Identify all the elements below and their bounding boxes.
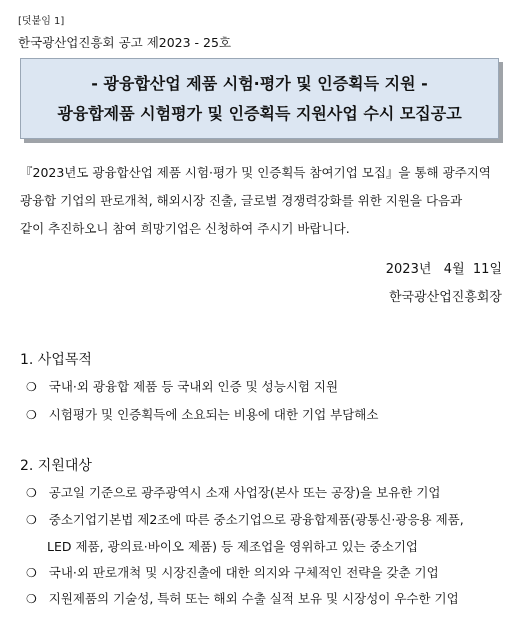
list-item-text: 중소기업기본법 제2조에 따른 중소기업으로 광융합제품(광통신·광응용 제품, (48, 512, 464, 527)
list-item-text: 국내·외 광융합 제품 등 국내외 인증 및 성능시험 지원 (48, 379, 339, 394)
list-item-text: 공고일 기준으로 광주광역시 소재 사업장(본사 또는 공장)을 보유한 기업 (48, 485, 441, 500)
list-item-text: 지원제품의 기술성, 특허 또는 해외 수출 실적 보유 및 시장성이 우수한 기업 (48, 591, 459, 606)
circle-bullet-icon: ❍ (26, 592, 37, 606)
notice-date: 2023년 4월 11일 (385, 262, 502, 277)
circle-bullet-icon: ❍ (26, 513, 37, 527)
list-item (26, 510, 464, 528)
section-heading-eligibility: 2. 지원대상 (20, 458, 92, 474)
title-line-1: - 광융합산업 제품 시험·평가 및 인증획득 지원 - (91, 74, 428, 93)
list-item (26, 377, 338, 395)
list-item (26, 405, 378, 423)
circle-bullet-icon: ❍ (26, 486, 37, 500)
circle-bullet-icon: ❍ (26, 380, 37, 394)
intro-line-1: 『2023년도 광융합산업 제품 시험·평가 및 인증획득 참여기업 모집』을 통해 광주지역 (20, 165, 491, 180)
list-item (26, 563, 439, 581)
issuer-name: 한국광산업진흥회장 (388, 290, 502, 305)
list-item-continuation: LED 제품, 광의료·바이오 제품) 등 제조업을 영위하고 있는 중소기업 (47, 539, 418, 554)
section-heading-purpose: 1. 사업목적 (20, 352, 92, 368)
intro-line-2: 광융합 기업의 판로개척, 해외시장 진출, 글로벌 경쟁력강화를 위한 지원을 다음과 (20, 193, 463, 208)
list-item-text: 국내·외 판로개척 및 시장진출에 대한 의지와 구체적인 전략을 갖춘 기업 (48, 565, 439, 580)
list-item-text: 시험평가 및 인증획득에 소요되는 비용에 대한 기업 부담해소 (48, 407, 379, 422)
circle-bullet-icon: ❍ (26, 566, 37, 580)
notice-number: 한국광산업진흥회 공고 제2023 - 25호 (18, 35, 232, 50)
list-item (26, 589, 459, 607)
intro-line-3: 같이 추진하오니 참여 희망기업은 신청하여 주시기 바랍니다. (20, 221, 350, 236)
title-line-2: 광융합제품 시험평가 및 인증획득 지원사업 수시 모집공고 (57, 104, 462, 123)
circle-bullet-icon: ❍ (26, 408, 37, 422)
attachment-label: [덧붙임 1] (18, 16, 65, 27)
title-box (20, 58, 499, 139)
list-item (26, 483, 440, 501)
